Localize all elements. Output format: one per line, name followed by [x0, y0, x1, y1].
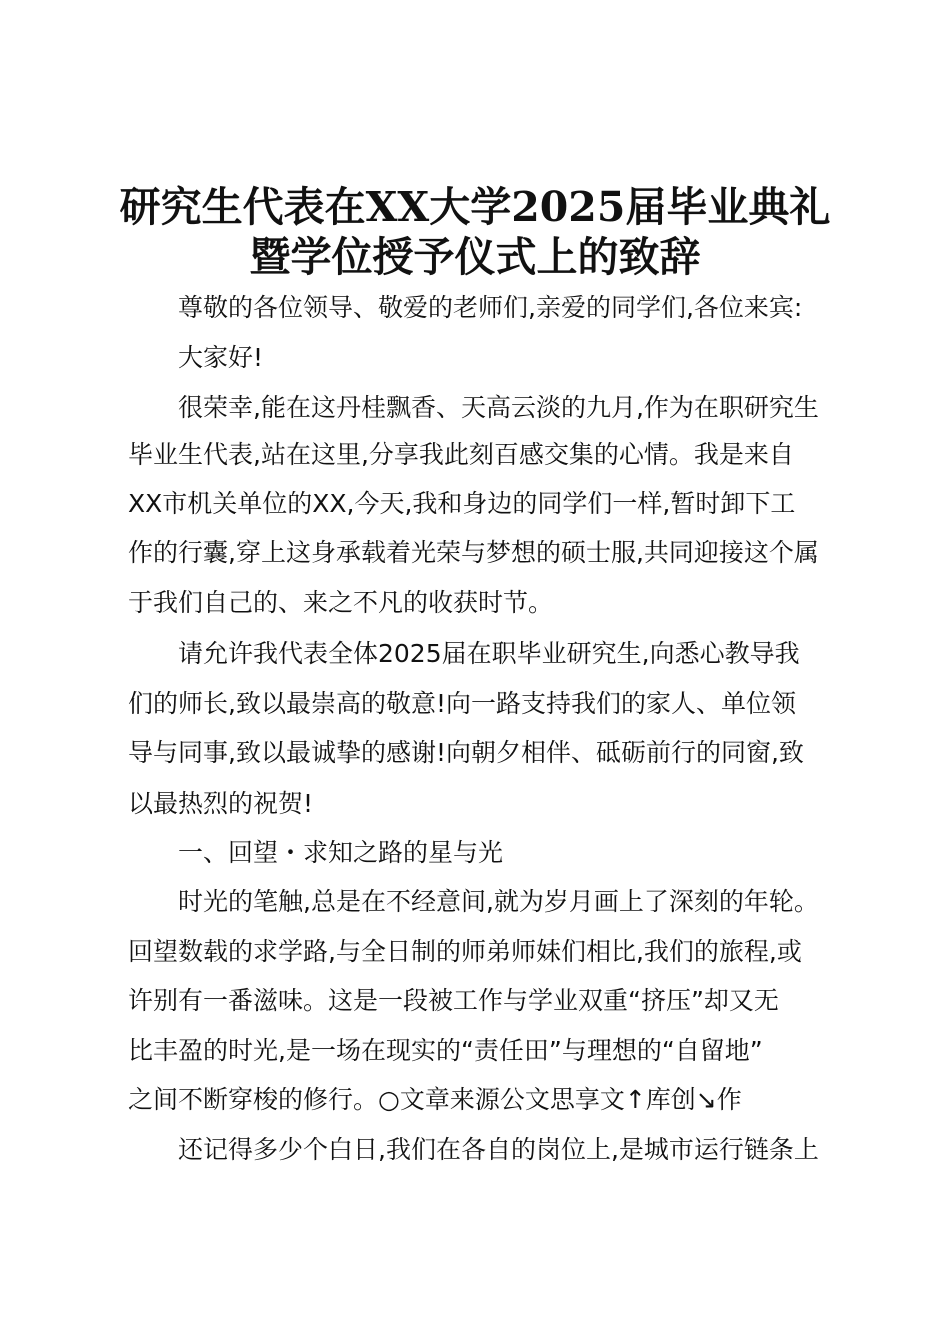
body-text-line: 作的行囊,穿上这身承载着光荣与梦想的硕士服,共同迎接这个属 [128, 538, 819, 567]
body-text-line: 还记得多少个白日,我们在各自的岗位上,是城市运行链条上 [178, 1135, 819, 1164]
body-text-line: 以最热烈的祝贺! [128, 789, 314, 818]
body-text-line: 许别有一番滋味。这是一段被工作与学业双重“挤压”却又无 [128, 986, 779, 1015]
body-text-line: 于我们自己的、来之不凡的收获时节。 [128, 588, 554, 617]
body-text-line: 请允许我代表全体2025届在职毕业研究生,向悉心教导我 [178, 639, 800, 668]
salutation-line: 尊敬的各位领导、敬爱的老师们,亲爱的同学们,各位来宾: [178, 293, 803, 322]
body-text-line: 很荣幸,能在这丹桂飘香、天高云淡的九月,作为在职研究生 [178, 393, 819, 422]
body-text-line: 们的师长,致以最崇高的敬意!向一路支持我们的家人、单位领 [128, 689, 796, 718]
body-text-line: 时光的笔触,总是在不经意间,就为岁月画上了深刻的年轮。 [178, 887, 819, 916]
greeting-line: 大家好! [178, 343, 264, 372]
body-text-line: 回望数载的求学路,与全日制的师弟师妹们相比,我们的旅程,或 [128, 937, 802, 966]
body-text-line: 导与同事,致以最诚挚的感谢!向朝夕相伴、砥砺前行的同窗,致 [128, 738, 804, 767]
body-text-line: 之间不断穿梭的修行。○文章来源公文思享文↑库创↘作 [128, 1085, 742, 1114]
section-heading: 一、回望・求知之路的星与光 [178, 838, 504, 867]
document-title-line-1: 研究生代表在XX大学2025届毕业典礼 [119, 183, 831, 231]
document-title-line-2: 暨学位授予仪式上的致辞 [249, 233, 701, 281]
body-text-line: 毕业生代表,站在这里,分享我此刻百感交集的心情。我是来自 [128, 440, 794, 469]
body-text-line: 比丰盈的时光,是一场在现实的“责任田”与理想的“自留地” [128, 1036, 763, 1065]
body-text-line: XX市机关单位的XX,今天,我和身边的同学们一样,暂时卸下工 [128, 489, 796, 518]
